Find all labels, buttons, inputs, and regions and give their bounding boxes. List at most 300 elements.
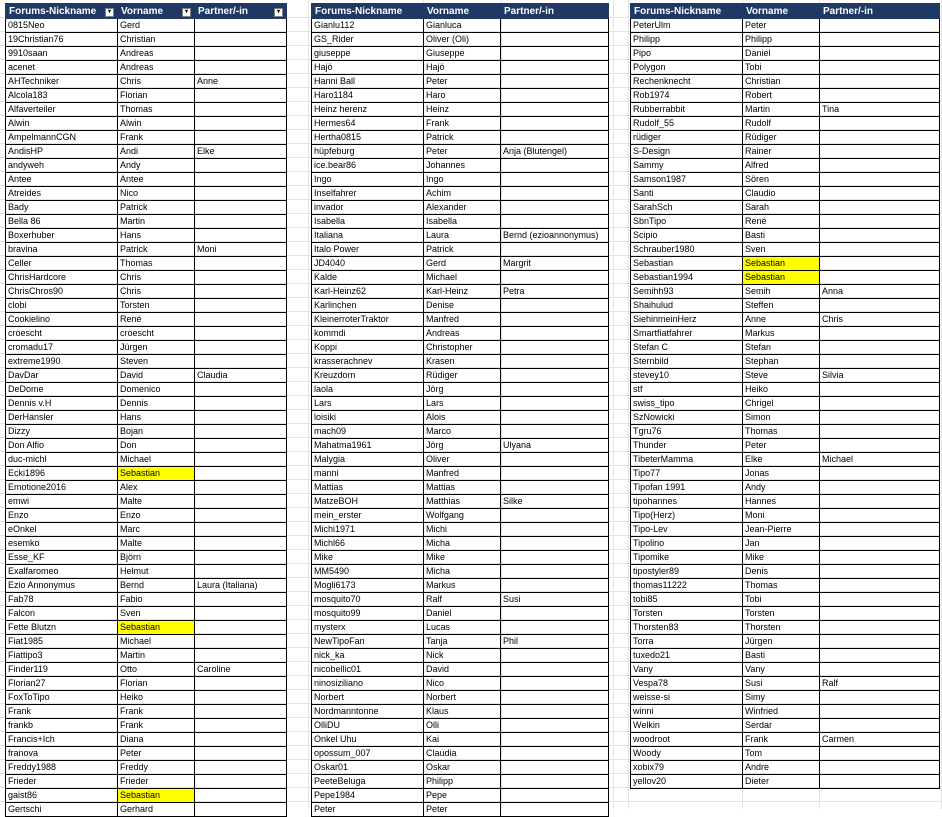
- cell-firstname[interactable]: Hans: [118, 411, 195, 425]
- cell-firstname[interactable]: David: [118, 369, 195, 383]
- cell-nickname[interactable]: Oskar01: [312, 761, 424, 775]
- cell-firstname[interactable]: Norbert: [424, 691, 501, 705]
- cell-firstname[interactable]: Klaus: [424, 705, 501, 719]
- cell-firstname[interactable]: Chris: [118, 75, 195, 89]
- cell-partner[interactable]: [195, 691, 287, 705]
- cell-firstname[interactable]: Steffen: [743, 299, 820, 313]
- cell-firstname[interactable]: Steven: [118, 355, 195, 369]
- cell-partner[interactable]: [820, 705, 940, 719]
- cell-firstname[interactable]: Rüdiger: [743, 131, 820, 145]
- cell-nickname[interactable]: nicobellic01: [312, 663, 424, 677]
- cell-firstname[interactable]: Lucas: [424, 621, 501, 635]
- cell-partner[interactable]: [501, 201, 609, 215]
- cell-nickname[interactable]: mein_erster: [312, 509, 424, 523]
- cell-firstname[interactable]: Ralf: [424, 593, 501, 607]
- cell-nickname[interactable]: Karlinchen: [312, 299, 424, 313]
- cell-partner[interactable]: [195, 103, 287, 117]
- cell-partner[interactable]: [195, 775, 287, 789]
- cell-nickname[interactable]: JD4040: [312, 257, 424, 271]
- cell-firstname[interactable]: Chrigel: [743, 397, 820, 411]
- cell-partner[interactable]: [820, 271, 940, 285]
- cell-nickname[interactable]: SbnTipo: [631, 215, 743, 229]
- cell-firstname[interactable]: Tobi: [743, 593, 820, 607]
- cell-partner[interactable]: [195, 677, 287, 691]
- cell-nickname[interactable]: Ecki1896: [6, 467, 118, 481]
- cell-partner[interactable]: Susi: [501, 593, 609, 607]
- cell-firstname[interactable]: Patrick: [118, 201, 195, 215]
- cell-nickname[interactable]: Ezio Annonymus: [6, 579, 118, 593]
- cell-firstname[interactable]: Moni: [743, 509, 820, 523]
- cell-partner[interactable]: Caroline: [195, 663, 287, 677]
- cell-partner[interactable]: [820, 75, 940, 89]
- cell-nickname[interactable]: PeterUlm: [631, 19, 743, 33]
- cell-partner[interactable]: [195, 537, 287, 551]
- cell-firstname[interactable]: Andre: [743, 761, 820, 775]
- filter-dropdown-icon[interactable]: ▾: [274, 8, 283, 17]
- cell-partner[interactable]: Margrit: [501, 257, 609, 271]
- cell-firstname[interactable]: Tom: [743, 747, 820, 761]
- cell-partner[interactable]: [195, 551, 287, 565]
- cell-nickname[interactable]: 19Christian76: [6, 33, 118, 47]
- cell-partner[interactable]: [501, 649, 609, 663]
- cell-firstname[interactable]: Thomas: [743, 425, 820, 439]
- cell-partner[interactable]: Phil: [501, 635, 609, 649]
- cell-firstname[interactable]: Rüdiger: [424, 369, 501, 383]
- cell-nickname[interactable]: Sammy: [631, 159, 743, 173]
- cell-partner[interactable]: [195, 761, 287, 775]
- cell-nickname[interactable]: MM5490: [312, 565, 424, 579]
- cell-firstname[interactable]: Michael: [118, 453, 195, 467]
- cell-nickname[interactable]: Celler: [6, 257, 118, 271]
- cell-partner[interactable]: Bernd (ezioannonymus): [501, 229, 609, 243]
- cell-partner[interactable]: [820, 33, 940, 47]
- cell-firstname[interactable]: Malte: [118, 537, 195, 551]
- cell-partner[interactable]: [501, 33, 609, 47]
- cell-firstname[interactable]: David: [424, 663, 501, 677]
- cell-partner[interactable]: [820, 411, 940, 425]
- cell-nickname[interactable]: tobi85: [631, 593, 743, 607]
- column-header-firstname[interactable]: [424, 4, 501, 19]
- cell-nickname[interactable]: Alwin: [6, 117, 118, 131]
- cell-nickname[interactable]: AHTechniker: [6, 75, 118, 89]
- cell-nickname[interactable]: DavDar: [6, 369, 118, 383]
- cell-firstname[interactable]: Peter: [424, 803, 501, 817]
- cell-partner[interactable]: Silvia: [820, 369, 940, 383]
- cell-firstname[interactable]: Peter: [118, 747, 195, 761]
- cell-nickname[interactable]: 0815Neo: [6, 19, 118, 33]
- cell-partner[interactable]: [820, 61, 940, 75]
- cell-firstname[interactable]: Simon: [743, 411, 820, 425]
- cell-firstname[interactable]: Don: [118, 439, 195, 453]
- cell-nickname[interactable]: Vany: [631, 663, 743, 677]
- cell-firstname[interactable]: Stefan: [743, 341, 820, 355]
- cell-nickname[interactable]: Rob1974: [631, 89, 743, 103]
- column-header-partner[interactable]: [501, 4, 609, 19]
- cell-firstname[interactable]: Thomas: [118, 257, 195, 271]
- cell-partner[interactable]: [501, 579, 609, 593]
- cell-firstname[interactable]: Rudolf: [743, 117, 820, 131]
- cell-firstname[interactable]: Isabella: [424, 215, 501, 229]
- cell-firstname[interactable]: Florian: [118, 677, 195, 691]
- cell-nickname[interactable]: PeeteBeluga: [312, 775, 424, 789]
- cell-partner[interactable]: [195, 201, 287, 215]
- cell-nickname[interactable]: mosquito99: [312, 607, 424, 621]
- cell-firstname[interactable]: Alex: [118, 481, 195, 495]
- cell-nickname[interactable]: Alcola183: [6, 89, 118, 103]
- cell-partner[interactable]: Laura (Italiana): [195, 579, 287, 593]
- cell-nickname[interactable]: mosquito70: [312, 593, 424, 607]
- cell-firstname[interactable]: Philipp: [424, 775, 501, 789]
- cell-firstname[interactable]: Andy: [743, 481, 820, 495]
- cell-partner[interactable]: [820, 663, 940, 677]
- cell-firstname[interactable]: Michi: [424, 523, 501, 537]
- cell-partner[interactable]: [195, 397, 287, 411]
- cell-nickname[interactable]: Stefan C: [631, 341, 743, 355]
- cell-partner[interactable]: [820, 593, 940, 607]
- cell-nickname[interactable]: SiehinmeinHerz: [631, 313, 743, 327]
- cell-partner[interactable]: [501, 705, 609, 719]
- cell-nickname[interactable]: Atreides: [6, 187, 118, 201]
- cell-firstname[interactable]: Enzo: [118, 509, 195, 523]
- cell-partner[interactable]: [501, 425, 609, 439]
- cell-firstname[interactable]: Antee: [118, 173, 195, 187]
- cell-firstname[interactable]: Alexander: [424, 201, 501, 215]
- cell-partner[interactable]: [195, 215, 287, 229]
- cell-nickname[interactable]: DerHansler: [6, 411, 118, 425]
- cell-partner[interactable]: [501, 47, 609, 61]
- cell-nickname[interactable]: ChrisChros90: [6, 285, 118, 299]
- cell-partner[interactable]: [195, 509, 287, 523]
- cell-nickname[interactable]: Schrauber1980: [631, 243, 743, 257]
- cell-partner[interactable]: [501, 159, 609, 173]
- cell-nickname[interactable]: Sebastian1994: [631, 271, 743, 285]
- cell-partner[interactable]: [820, 649, 940, 663]
- cell-partner[interactable]: [501, 775, 609, 789]
- cell-partner[interactable]: [501, 509, 609, 523]
- cell-nickname[interactable]: Inselfahrer: [312, 187, 424, 201]
- cell-firstname[interactable]: Steve: [743, 369, 820, 383]
- cell-partner[interactable]: [195, 607, 287, 621]
- cell-firstname[interactable]: Domenico: [118, 383, 195, 397]
- cell-firstname[interactable]: Pepe: [424, 789, 501, 803]
- cell-nickname[interactable]: Exalfaromeo: [6, 565, 118, 579]
- cell-partner[interactable]: [195, 803, 287, 817]
- cell-nickname[interactable]: stevey10: [631, 369, 743, 383]
- cell-partner[interactable]: [820, 467, 940, 481]
- cell-firstname[interactable]: Mike: [743, 551, 820, 565]
- cell-firstname[interactable]: Mattias: [424, 481, 501, 495]
- cell-nickname[interactable]: Norbert: [312, 691, 424, 705]
- cell-partner[interactable]: [501, 215, 609, 229]
- filter-dropdown-icon[interactable]: ▾: [105, 8, 114, 17]
- cell-nickname[interactable]: Kreuzdorn: [312, 369, 424, 383]
- cell-nickname[interactable]: Dizzy: [6, 425, 118, 439]
- cell-firstname[interactable]: Peter: [424, 145, 501, 159]
- cell-partner[interactable]: [501, 663, 609, 677]
- cell-nickname[interactable]: Florian27: [6, 677, 118, 691]
- cell-firstname[interactable]: Jean-Pierre: [743, 523, 820, 537]
- cell-partner[interactable]: [501, 327, 609, 341]
- cell-partner[interactable]: [501, 467, 609, 481]
- cell-firstname[interactable]: Achim: [424, 187, 501, 201]
- cell-nickname[interactable]: FoxToTipo: [6, 691, 118, 705]
- cell-nickname[interactable]: Mahatma1961: [312, 439, 424, 453]
- cell-nickname[interactable]: Hajö: [312, 61, 424, 75]
- cell-partner[interactable]: [501, 313, 609, 327]
- cell-partner[interactable]: [820, 117, 940, 131]
- cell-nickname[interactable]: Scipio: [631, 229, 743, 243]
- cell-partner[interactable]: [501, 131, 609, 145]
- cell-firstname[interactable]: Hajö: [424, 61, 501, 75]
- cell-partner[interactable]: [501, 481, 609, 495]
- cell-nickname[interactable]: ninosiziliano: [312, 677, 424, 691]
- cell-nickname[interactable]: Mike: [312, 551, 424, 565]
- cell-firstname[interactable]: Daniel: [743, 47, 820, 61]
- cell-partner[interactable]: [195, 299, 287, 313]
- cell-nickname[interactable]: Bady: [6, 201, 118, 215]
- cell-partner[interactable]: [820, 537, 940, 551]
- cell-nickname[interactable]: Kalde: [312, 271, 424, 285]
- cell-partner[interactable]: [820, 523, 940, 537]
- cell-nickname[interactable]: Tipofan 1991: [631, 481, 743, 495]
- cell-nickname[interactable]: opossum_007: [312, 747, 424, 761]
- cell-nickname[interactable]: Onkel Uhu: [312, 733, 424, 747]
- cell-firstname[interactable]: Sebastian: [118, 621, 195, 635]
- cell-nickname[interactable]: Philipp: [631, 33, 743, 47]
- cell-firstname[interactable]: Sebastian: [118, 467, 195, 481]
- cell-partner[interactable]: [820, 775, 940, 789]
- cell-partner[interactable]: [195, 173, 287, 187]
- cell-nickname[interactable]: Michi1971: [312, 523, 424, 537]
- cell-firstname[interactable]: Sven: [743, 243, 820, 257]
- cell-firstname[interactable]: Matthias: [424, 495, 501, 509]
- cell-partner[interactable]: [501, 747, 609, 761]
- cell-partner[interactable]: [501, 103, 609, 117]
- cell-firstname[interactable]: Stephan: [743, 355, 820, 369]
- cell-partner[interactable]: [195, 789, 287, 803]
- cell-nickname[interactable]: Frieder: [6, 775, 118, 789]
- cell-firstname[interactable]: Sebastian: [743, 271, 820, 285]
- cell-firstname[interactable]: Thomas: [743, 579, 820, 593]
- cell-partner[interactable]: [501, 411, 609, 425]
- cell-firstname[interactable]: Michael: [118, 635, 195, 649]
- column-header-firstname[interactable]: [118, 4, 195, 19]
- cell-nickname[interactable]: tuxedo21: [631, 649, 743, 663]
- cell-nickname[interactable]: cromadu17: [6, 341, 118, 355]
- cell-partner[interactable]: [195, 159, 287, 173]
- cell-partner[interactable]: Ulyana: [501, 439, 609, 453]
- cell-firstname[interactable]: Sören: [743, 173, 820, 187]
- cell-partner[interactable]: [820, 201, 940, 215]
- cell-firstname[interactable]: Chris: [118, 271, 195, 285]
- cell-firstname[interactable]: Frank: [743, 733, 820, 747]
- cell-firstname[interactable]: Martin: [743, 103, 820, 117]
- cell-nickname[interactable]: DeDome: [6, 383, 118, 397]
- cell-partner[interactable]: [820, 425, 940, 439]
- cell-partner[interactable]: [195, 131, 287, 145]
- cell-firstname[interactable]: Gerd: [424, 257, 501, 271]
- cell-nickname[interactable]: esemko: [6, 537, 118, 551]
- cell-partner[interactable]: [501, 243, 609, 257]
- cell-nickname[interactable]: OlliDU: [312, 719, 424, 733]
- cell-firstname[interactable]: Jürgen: [743, 635, 820, 649]
- cell-partner[interactable]: [195, 229, 287, 243]
- cell-firstname[interactable]: Tobi: [743, 61, 820, 75]
- cell-nickname[interactable]: gaist86: [6, 789, 118, 803]
- cell-partner[interactable]: Carmen: [820, 733, 940, 747]
- cell-partner[interactable]: [501, 719, 609, 733]
- cell-nickname[interactable]: Smartfiatfahrer: [631, 327, 743, 341]
- cell-nickname[interactable]: 9910saan: [6, 47, 118, 61]
- cell-nickname[interactable]: Don Alfio: [6, 439, 118, 453]
- cell-firstname[interactable]: Anne: [743, 313, 820, 327]
- cell-partner[interactable]: [195, 467, 287, 481]
- cell-firstname[interactable]: Frank: [424, 117, 501, 131]
- cell-nickname[interactable]: manni: [312, 467, 424, 481]
- cell-firstname[interactable]: Claudio: [743, 187, 820, 201]
- cell-firstname[interactable]: Basti: [743, 229, 820, 243]
- cell-firstname[interactable]: Bernd: [118, 579, 195, 593]
- cell-nickname[interactable]: duc-michl: [6, 453, 118, 467]
- cell-nickname[interactable]: frankb: [6, 719, 118, 733]
- cell-nickname[interactable]: tipohannes: [631, 495, 743, 509]
- cell-firstname[interactable]: Andreas: [118, 61, 195, 75]
- cell-nickname[interactable]: extreme1990: [6, 355, 118, 369]
- cell-nickname[interactable]: Cookielino: [6, 313, 118, 327]
- cell-firstname[interactable]: Marc: [118, 523, 195, 537]
- cell-firstname[interactable]: Jonas: [743, 467, 820, 481]
- cell-partner[interactable]: [820, 89, 940, 103]
- cell-partner[interactable]: [820, 215, 940, 229]
- cell-partner[interactable]: [195, 383, 287, 397]
- cell-partner[interactable]: Michael: [820, 453, 940, 467]
- cell-partner[interactable]: [820, 495, 940, 509]
- cell-partner[interactable]: [820, 621, 940, 635]
- cell-partner[interactable]: [820, 145, 940, 159]
- cell-nickname[interactable]: kommdi: [312, 327, 424, 341]
- cell-firstname[interactable]: Oliver: [424, 453, 501, 467]
- cell-nickname[interactable]: franova: [6, 747, 118, 761]
- cell-partner[interactable]: [195, 19, 287, 33]
- cell-nickname[interactable]: Semihh93: [631, 285, 743, 299]
- cell-partner[interactable]: [820, 397, 940, 411]
- cell-nickname[interactable]: hüpfeburg: [312, 145, 424, 159]
- cell-firstname[interactable]: Dennis: [118, 397, 195, 411]
- cell-firstname[interactable]: Gerd: [118, 19, 195, 33]
- cell-nickname[interactable]: Tipo77: [631, 467, 743, 481]
- cell-nickname[interactable]: Tipo(Herz): [631, 509, 743, 523]
- cell-firstname[interactable]: Serdar: [743, 719, 820, 733]
- cell-partner[interactable]: [820, 327, 940, 341]
- cell-firstname[interactable]: Gerhard: [118, 803, 195, 817]
- cell-partner[interactable]: [195, 187, 287, 201]
- cell-partner[interactable]: [501, 355, 609, 369]
- column-header-partner[interactable]: [195, 4, 287, 19]
- cell-partner[interactable]: [195, 257, 287, 271]
- cell-partner[interactable]: [501, 19, 609, 33]
- cell-partner[interactable]: [501, 89, 609, 103]
- cell-firstname[interactable]: Andreas: [424, 327, 501, 341]
- cell-nickname[interactable]: Tgru76: [631, 425, 743, 439]
- cell-firstname[interactable]: Lars: [424, 397, 501, 411]
- cell-nickname[interactable]: TibeterMamma: [631, 453, 743, 467]
- cell-partner[interactable]: [501, 677, 609, 691]
- cell-firstname[interactable]: Giuseppe: [424, 47, 501, 61]
- cell-nickname[interactable]: Thunder: [631, 439, 743, 453]
- cell-partner[interactable]: [501, 75, 609, 89]
- cell-nickname[interactable]: Malygia: [312, 453, 424, 467]
- cell-nickname[interactable]: Pepe1984: [312, 789, 424, 803]
- cell-nickname[interactable]: Fette Blutzn: [6, 621, 118, 635]
- cell-nickname[interactable]: Bella 86: [6, 215, 118, 229]
- cell-firstname[interactable]: Susi: [743, 677, 820, 691]
- cell-nickname[interactable]: S-Design: [631, 145, 743, 159]
- cell-nickname[interactable]: Peter: [312, 803, 424, 817]
- cell-firstname[interactable]: Helmut: [118, 565, 195, 579]
- cell-firstname[interactable]: Manfred: [424, 467, 501, 481]
- cell-nickname[interactable]: Rechenknecht: [631, 75, 743, 89]
- cell-firstname[interactable]: Andreas: [118, 47, 195, 61]
- cell-nickname[interactable]: AmpelmannCGN: [6, 131, 118, 145]
- cell-nickname[interactable]: loisiki: [312, 411, 424, 425]
- cell-nickname[interactable]: Thorsten83: [631, 621, 743, 635]
- cell-firstname[interactable]: Malte: [118, 495, 195, 509]
- cell-partner[interactable]: [820, 257, 940, 271]
- cell-firstname[interactable]: Alois: [424, 411, 501, 425]
- column-header-nickname[interactable]: [631, 4, 743, 19]
- cell-firstname[interactable]: Marco: [424, 425, 501, 439]
- cell-nickname[interactable]: Mogli6173: [312, 579, 424, 593]
- column-header-nickname[interactable]: [312, 4, 424, 19]
- cell-partner[interactable]: [501, 117, 609, 131]
- cell-nickname[interactable]: Gianlu112: [312, 19, 424, 33]
- cell-nickname[interactable]: croescht: [6, 327, 118, 341]
- cell-partner[interactable]: [195, 313, 287, 327]
- cell-partner[interactable]: [195, 271, 287, 285]
- cell-partner[interactable]: [820, 243, 940, 257]
- cell-firstname[interactable]: Peter: [743, 19, 820, 33]
- cell-firstname[interactable]: Markus: [743, 327, 820, 341]
- cell-nickname[interactable]: Tipo-Lev: [631, 523, 743, 537]
- cell-nickname[interactable]: Francis+Ich: [6, 733, 118, 747]
- cell-nickname[interactable]: Rubberrabbit: [631, 103, 743, 117]
- cell-partner[interactable]: [501, 61, 609, 75]
- cell-partner[interactable]: [820, 439, 940, 453]
- cell-firstname[interactable]: Thomas: [118, 103, 195, 117]
- cell-partner[interactable]: [820, 47, 940, 61]
- cell-partner[interactable]: [195, 327, 287, 341]
- cell-nickname[interactable]: Lars: [312, 397, 424, 411]
- cell-nickname[interactable]: acenet: [6, 61, 118, 75]
- cell-nickname[interactable]: stf: [631, 383, 743, 397]
- cell-firstname[interactable]: Oskar: [424, 761, 501, 775]
- cell-firstname[interactable]: Chris: [118, 285, 195, 299]
- cell-nickname[interactable]: Koppi: [312, 341, 424, 355]
- cell-nickname[interactable]: Fiattipo3: [6, 649, 118, 663]
- cell-nickname[interactable]: SzNowicki: [631, 411, 743, 425]
- cell-nickname[interactable]: mach09: [312, 425, 424, 439]
- cell-partner[interactable]: Anna: [820, 285, 940, 299]
- cell-nickname[interactable]: Woody: [631, 747, 743, 761]
- cell-partner[interactable]: [501, 523, 609, 537]
- cell-partner[interactable]: Ralf: [820, 677, 940, 691]
- cell-partner[interactable]: [501, 789, 609, 803]
- cell-partner[interactable]: [195, 705, 287, 719]
- cell-nickname[interactable]: tipostyler89: [631, 565, 743, 579]
- cell-partner[interactable]: [501, 173, 609, 187]
- cell-firstname[interactable]: Christian: [118, 33, 195, 47]
- cell-nickname[interactable]: Frank: [6, 705, 118, 719]
